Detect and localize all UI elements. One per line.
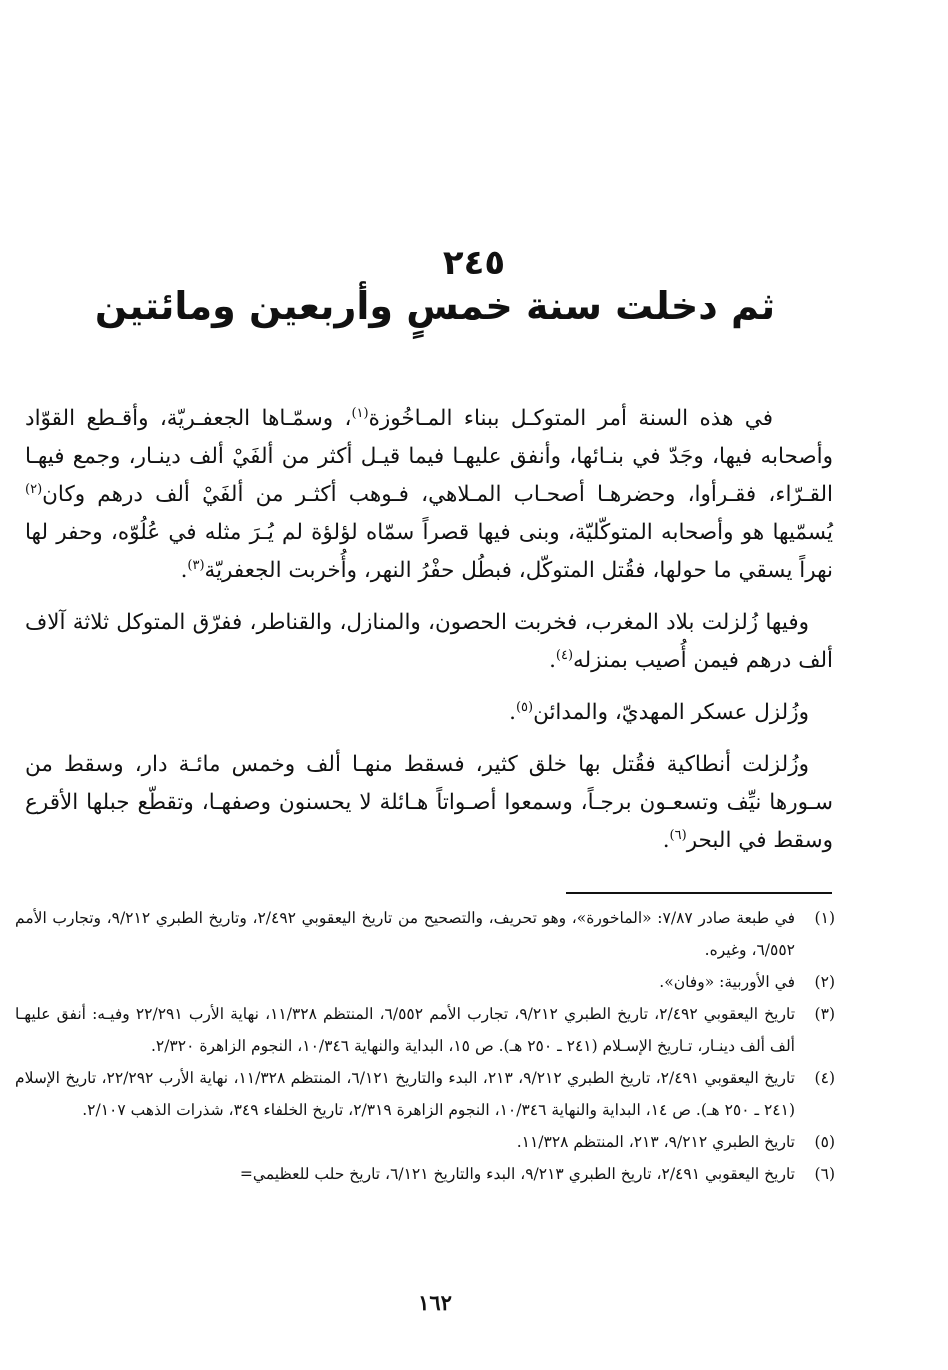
footnote-ref: (٣) — [187, 557, 205, 573]
text-run: . — [180, 558, 188, 583]
text-run: . — [549, 648, 556, 673]
footnote-ref: (٤) — [555, 647, 574, 663]
chapter-title: ثم دخلت سنة خمسٍ وأربعين ومائتين — [94, 284, 776, 328]
footnote-text: في طبعة صادر ٧/٨٧: «الماخورة»، وهو تحريف، والتصحيح من تاريخ اليعقوبي ٢/٤٩٢، وتاريخ الطبري ٩/٢١٢، وتجارب الأمم ٦/٥٥٢، وغيره. — [15, 909, 795, 959]
footnote-divider — [566, 892, 832, 894]
paragraph — [25, 400, 833, 590]
text-run: وفيها زُلزلت بلاد المغرب، فخربت الحصون، والمنازل، والقناطر، ففرّق المتوكل ثلاثة آلاف ألف درهم فيمن أُصيب بمنزله — [25, 610, 833, 673]
text-run: وزُلزل عسكر المهديّ، والمدائن — [533, 700, 809, 725]
text-run: . — [662, 828, 670, 853]
paragraph — [25, 694, 833, 732]
footnote — [15, 998, 835, 1062]
text-run: يُسمّيها هو وأصحابه المتوكّليّة، وبنى فيها قصراً سمّاه لؤلؤة لم يُـرَ مثله في عُلُوّه، وحفر لها نهراً يسقي ما حولها، فقُتل المتوكّل، فبطُل حفْرُ النهر، وأُخربت الجعفريّة — [25, 520, 833, 583]
text-run: وزُلزلت أنطاكية فقُتل بها خلق كثير، فسقط منهـا ألف وخمس مائـة دار، وسقط من سـورها نيِّف وتسعـون برجـاً، وسمعوا أصـواتاً هـائلة لا يحسنون وصفهـا، وتقطّع جبلها الأقرع وسقط في البحر — [25, 752, 833, 853]
paragraph — [25, 604, 833, 680]
text-run: . — [509, 700, 516, 725]
footnotes — [15, 902, 835, 1190]
text-run: في هذه السنة أمر المتوكـل ببناء المـاخُوزة — [368, 406, 774, 431]
footnote-number: (٢) — [814, 973, 835, 991]
paragraph — [25, 746, 833, 860]
footnote-number: (٣) — [814, 1005, 835, 1023]
year-number: ٢٤٥ — [442, 243, 506, 283]
footnote-number: (١) — [814, 909, 835, 927]
footnote-ref: (١) — [351, 405, 369, 421]
footnote-number: (٤) — [814, 1069, 835, 1087]
footnote — [15, 1126, 835, 1158]
footnote-text: تاريخ اليعقوبي ٢/٤٩٢، تاريخ الطبري ٩/٢١٢، تجارب الأمم ٦/٥٥٢، المنتظم ١١/٣٢٨، نهاية الأرب ٢٢/٢٩١ وفيـه: أنفق عليهـا ألف ألف دينـار، تـاريخ الإسـلام (٢٤١ ـ ٢٥٠ هـ). ص ١٥، البداية والنهاية ١٠/٣٤٦، النجوم الزاهرة ٢/٣٢٠. — [15, 1005, 796, 1055]
main-text — [25, 400, 833, 874]
footnote-text: تاريخ اليعقوبي ٢/٤٩١، تاريخ الطبري ٩/٢١٢، ٢١٣، البدء والتاريخ ٦/١٢١، المنتظم ١١/٣٢٨، نهاية الأرب ٢٢/٢٩٢، تاريخ الإسلام (٢٤١ ـ ٢٥٠ هـ). ص ١٤، البداية والنهاية ١٠/٣٤٦، النجوم الزاهرة ٢/٣١٩، تاريخ الخلفاء ٣٤٩، شذرات الذهب ٢/١٠٧. — [15, 1069, 795, 1119]
footnote-number: (٦) — [814, 1165, 835, 1183]
footnote — [15, 1158, 835, 1190]
footnote-text: تاريخ اليعقوبي ٢/٤٩١، تاريخ الطبري ٩/٢١٣، البدء والتاريخ ٦/١٢١، تاريخ حلب للعظيمي= — [239, 1165, 795, 1183]
footnote — [15, 1062, 835, 1126]
text-run: ، وسمّـاها الجعفـريّة، وأقـطع القوّاد وأصحابه فيها، وجَدّ في بنـائها، وأنفق عليهـا فيما قيـل أكثر من ألفَيْ ألف دينـار، وجمع فيهـا القـرّاء، فقـرأوا، وحضرهـا أصحـاب المـلاهي، فـوهب أكثـر من ألفَيْ ألف درهم وكان — [25, 406, 833, 507]
footnote — [15, 966, 835, 998]
footnote-ref: (٢) — [25, 481, 43, 497]
footnote-text: تاريخ الطبري ٩/٢١٢، ٢١٣، المنتظم ١١/٣٢٨. — [516, 1133, 795, 1151]
footnote-ref: (٥) — [515, 699, 534, 715]
footnote — [15, 902, 835, 966]
page-number: ١٦٢ — [418, 1290, 452, 1315]
footnote-text: في الأوربية: «وفان». — [659, 973, 795, 991]
footnote-number: (٥) — [814, 1133, 835, 1151]
footnote-ref: (٦) — [669, 827, 687, 843]
